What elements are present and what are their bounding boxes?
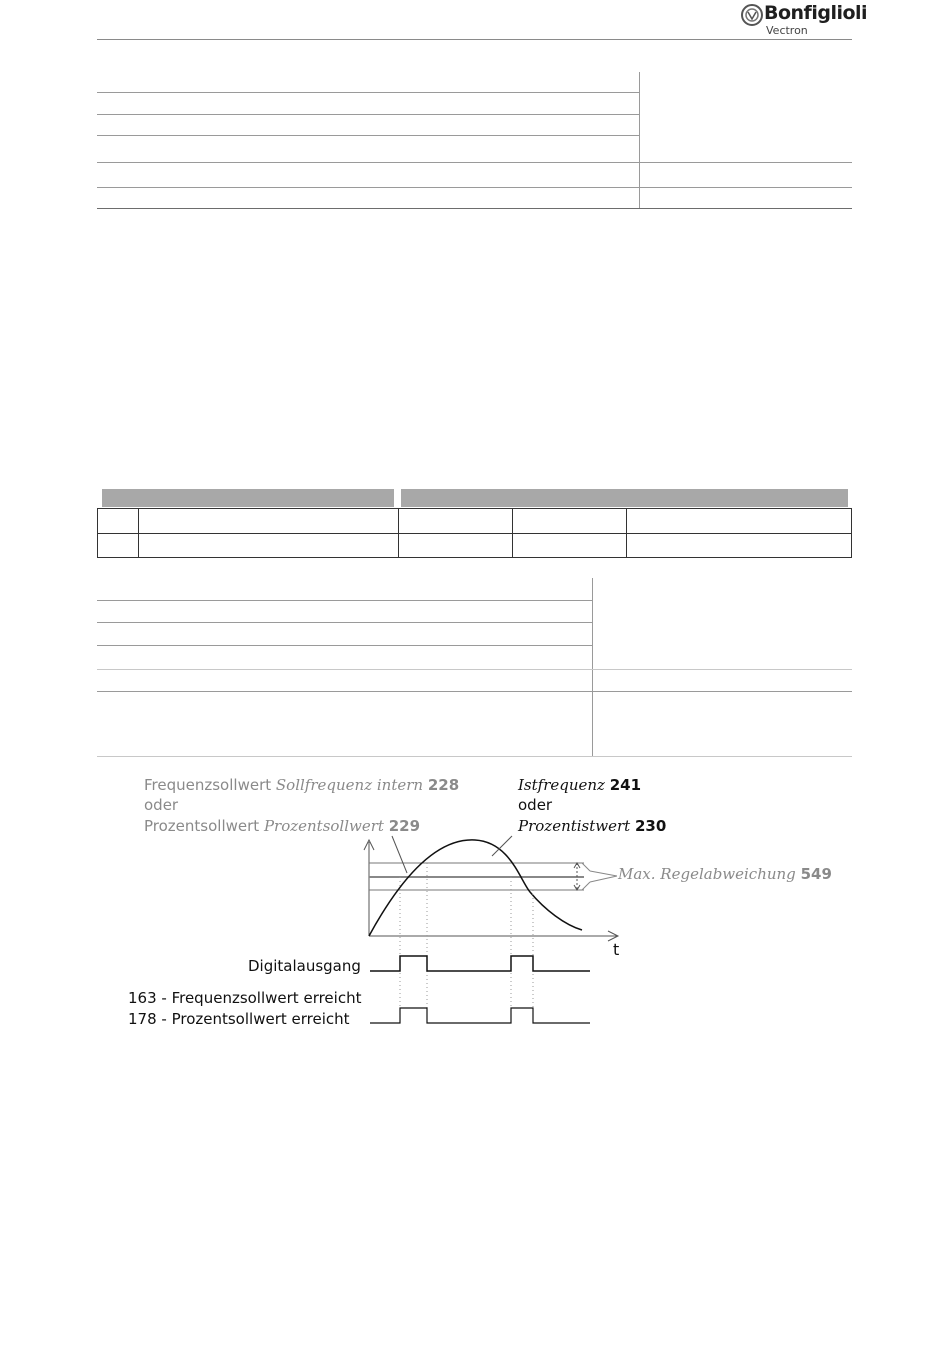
header-divider [97, 39, 852, 40]
signal-163-label: 163 - Frequenzsollwert erreicht [128, 989, 362, 1007]
max-deviation-label: Max. Regelabweichung 549 [618, 865, 832, 883]
brand-logo-subtitle: Vectron [766, 24, 808, 37]
actual-label-line1: Istfrequenz 241 [518, 776, 642, 794]
actual-value-curve [369, 840, 582, 936]
setpoint-leader [392, 836, 407, 873]
setpoint-label-line1: Frequenzsollwert Sollfrequenz intern 228 [144, 776, 460, 794]
signal-178-label: 178 - Prozentsollwert erreicht [128, 1010, 350, 1028]
digital-output-label: Digitalausgang [248, 957, 361, 975]
brand-logo-name: Bonfiglioli [764, 2, 868, 24]
setpoint-reached-signal [370, 1008, 590, 1023]
table-header-bar-left [102, 489, 394, 507]
setpoint-label-or: oder [144, 796, 179, 814]
setpoint-reached-diagram [120, 770, 840, 1032]
table-header-bar-right [401, 489, 848, 507]
crossing-markers [400, 863, 533, 1020]
diagram-graphics [120, 770, 840, 1032]
deviation-bracket [582, 863, 617, 890]
setpoint-label-line3: Prozentsollwert Prozentsollwert 229 [144, 817, 421, 835]
digital-output-signal [370, 956, 590, 971]
actual-label-line3: Prozentistwert 230 [518, 817, 667, 835]
time-axis-label: t [613, 940, 620, 959]
actual-label-or: oder [518, 796, 553, 814]
